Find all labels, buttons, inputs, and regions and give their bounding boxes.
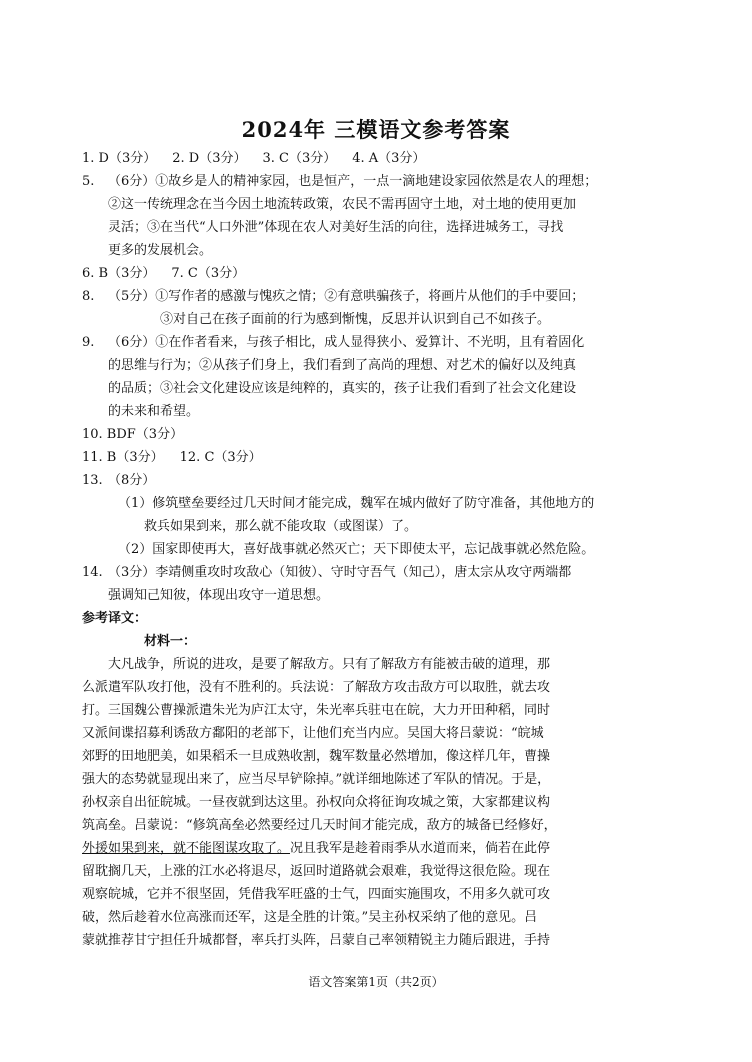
- answers-row-1-4: [82, 147, 672, 170]
- underlined-text: 外援如果到来，就不能图谋攻取了。: [82, 841, 291, 856]
- text-line: 强大的态势就显现出来了，应当尽早铲除掉。”就详细地陈述了军队的情况。于是，: [82, 772, 551, 787]
- question-number: 13.: [82, 473, 103, 488]
- answer-text: （8分）: [108, 473, 156, 488]
- text-line: （3分）李靖侧重攻时攻敌心（知彼）、守时守吾气（知己），唐太宗从攻守两端都: [108, 565, 572, 580]
- text-line: 灵活；③在当代“人口外泄”体现在农人对美好生活的向往，选择进城务工，寻找: [108, 220, 564, 235]
- answer-q14: [82, 561, 672, 607]
- text-line: 又派间谍招募利诱敌方鄱阳的老部下，让他们充当内应。吴国大将吕蒙说：“皖城: [82, 726, 544, 741]
- question-number: 8.: [82, 289, 95, 304]
- answer-q12: 12. C（3分）: [179, 450, 262, 465]
- text-line: 蒙就推荐甘宁担任升城都督，率兵打头阵，吕蒙自己率领精锐主力随后跟进，手持: [82, 933, 551, 948]
- text-line: 么派遣军队攻打他，没有不胜利的。兵法说：了解敌方攻击敌方可以取胜，就去攻: [82, 680, 551, 695]
- page-footer: 语文答案第1页（共2页）: [308, 975, 444, 989]
- question-number: 5.: [82, 174, 95, 189]
- answer-text: [108, 285, 672, 331]
- text-line: 大凡战争，所说的进攻，是要了解敌方。只有了解敌方有能被击破的道理，那: [108, 657, 551, 672]
- answer-text: [108, 561, 672, 607]
- text-line: 打。三国魏公曹操派遣朱光为庐江太守，朱光率兵驻屯在皖，大力开田种稻，同时: [82, 703, 551, 718]
- answer-q7: 7. C（3分）: [171, 266, 246, 281]
- answer-q1: 1. D（3分）: [82, 151, 157, 166]
- text-line: 更多的发展机会。: [108, 243, 213, 258]
- answer-q4: 4. A（3分）: [352, 151, 426, 166]
- text-line: 的品质；③社会文化建设应该是纯粹的，真实的，孩子让我们看到了社会文化建设: [108, 381, 577, 396]
- answer-q9: [82, 331, 672, 423]
- answer-q11: 11. B（3分）: [82, 450, 164, 465]
- answer-q2: 2. D（3分）: [172, 151, 247, 166]
- text-line: [82, 837, 672, 860]
- answer-q3: 3. C（3分）: [262, 151, 337, 166]
- text-line: 的思维与行为；②从孩子们身上，我们看到了高尚的理想、对艺术的偏好以及纯真: [108, 358, 577, 373]
- question-number: 9.: [82, 335, 95, 350]
- answer-text: [108, 331, 672, 423]
- answer-q13-part1: （1）修筑壁垒要经过几天时间才能完成，魏军在城内做好了防守准备，其他地方的: [118, 496, 595, 511]
- translation-paragraph: [82, 653, 672, 952]
- text-line: 强调知己知彼，体现出攻守一道思想。: [108, 588, 330, 603]
- text-line: 留耽搁几天，上涨的江水必将退尽，返回时道路就会艰难，我觉得这很危险。现在: [82, 864, 551, 879]
- question-number: 14.: [82, 565, 103, 580]
- text-line: 观察皖城，它并不很坚固，凭借我军旺盛的士气，四面实施围攻，不用多久就可攻: [82, 887, 551, 902]
- text-line: （5分）①写作者的感激与愧疚之情；②有意哄骗孩子，将画片从他们的手中要回；: [108, 289, 585, 304]
- answer-q10: 10. BDF（3分）: [82, 427, 184, 442]
- text-line: 的未来和希望。: [108, 404, 200, 419]
- answer-q13-part2: （2）国家即使再大，喜好战事就必然灭亡；天下即使太平，忘记战事就必然危险。: [118, 542, 595, 557]
- answer-q13-part1-cont: 救兵如果到来，那么就不能攻取（或图谋）了。: [144, 519, 418, 534]
- answer-text: [108, 170, 672, 262]
- line-rest: 况且我军是趁着雨季从水道而来，倘若在此停: [290, 841, 551, 856]
- answer-content: [82, 147, 672, 952]
- text-line: ②这一传统理念在当今因土地流转政策，农民不需再固守土地，对土地的使用更加: [108, 197, 577, 212]
- translation-heading: 参考译文：: [82, 611, 148, 626]
- answers-row-11-12: [82, 446, 672, 469]
- answer-q5: [82, 170, 672, 262]
- text-line: （6分）①在作者看来，与孩子相比，成人显得狭小、爱算计、不光明，且有着固化: [108, 335, 585, 350]
- material-heading: 材料一：: [144, 634, 197, 649]
- answer-q8: [82, 285, 672, 331]
- answer-q6: 6. B（3分）: [82, 266, 156, 281]
- text-line: 破，然后趁着水位高涨而还军，这是全胜的计策。”吴主孙权采纳了他的意见。吕: [82, 910, 538, 925]
- text-line: 郊野的田地肥美，如果稻禾一旦成熟收割，魏军数量必然增加，像这样几年，曹操: [82, 749, 551, 764]
- text-line: 孙权亲自出征皖城。一昼夜就到达这里。孙权向众将征询攻城之策，大家都建议构: [82, 795, 551, 810]
- text-line: 筑高垒。吕蒙说：“修筑高垒必然要经过几天时间才能完成，敌方的城备已经修好，: [82, 818, 557, 833]
- text-line: （6分）①故乡是人的精神家园，也是恒产，一点一滴地建设家园依然是农人的理想；: [108, 174, 598, 189]
- text-line: ③对自己在孩子面前的行为感到惭愧，反思并认识到自己不如孩子。: [160, 312, 551, 327]
- page-title: 2024年 三模语文参考答案: [241, 117, 511, 142]
- answers-row-6-7: [82, 262, 672, 285]
- answer-q13: [82, 469, 672, 492]
